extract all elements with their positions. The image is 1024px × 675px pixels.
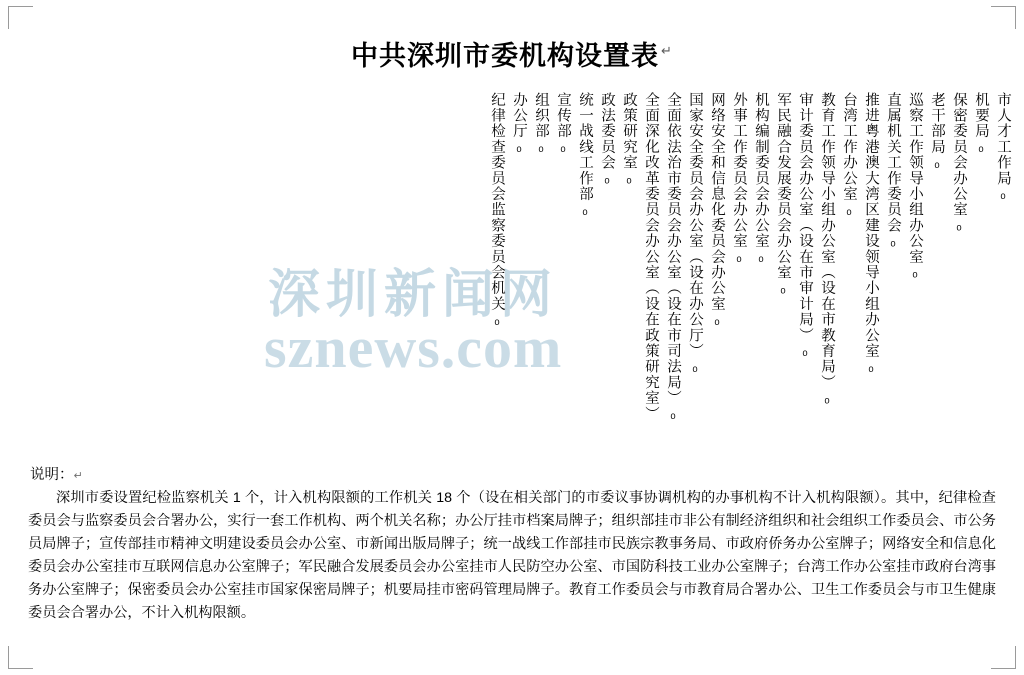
- page-title-text: 中共深圳市委机构设置表: [351, 41, 660, 71]
- watermark-english-text: sznews.com: [264, 315, 563, 380]
- org-column-item: 老干部局₀: [929, 92, 945, 172]
- crop-mark-top-left: [8, 6, 33, 29]
- org-column-item: 组织部₀: [533, 92, 549, 157]
- note-label-text: 说明：: [30, 467, 74, 483]
- org-column-item: 全面深化改革委员会办公室（设在政策研究室）: [643, 92, 659, 422]
- paragraph-mark: ↵: [73, 470, 83, 482]
- org-column-item: 台湾工作办公室₀: [841, 92, 857, 220]
- org-column-item: 政策研究室₀: [621, 92, 637, 188]
- crop-mark-top-right: [991, 6, 1016, 29]
- paragraph-mark: ↵: [661, 43, 673, 58]
- org-column-item: 市人才工作局₀: [995, 92, 1011, 204]
- org-column-item: 审计委员会办公室（设在市审计局）₀: [797, 92, 813, 361]
- org-column-item: 宣传部₀: [555, 92, 571, 157]
- note-label: [30, 463, 83, 484]
- org-column-item: 机要局₀: [973, 92, 989, 157]
- page-title: [0, 34, 1024, 73]
- crop-mark-bottom-left: [8, 646, 33, 669]
- org-column-item: 政法委员会₀: [599, 92, 615, 188]
- org-column-item: 办公厅₀: [511, 92, 527, 157]
- org-column-item: 推进粤港澳大湾区建设领导小组办公室₀: [863, 92, 879, 377]
- org-column-item: 巡察工作领导小组办公室₀: [907, 92, 923, 282]
- org-column-list: [18, 92, 1010, 452]
- org-column-item: 纪律检查委员会监察委员会机关₀: [489, 92, 505, 329]
- watermark-chinese-text: 深圳新闻网: [268, 266, 559, 324]
- org-column-item: 全面依法治市委员会办公室（设在市司法局）₀: [665, 92, 681, 424]
- org-column-item: 直属机关工作委员会₀: [885, 92, 901, 251]
- org-column-item: 机构编制委员会办公室₀: [753, 92, 769, 267]
- org-column-item: 统一战线工作部₀: [577, 92, 593, 220]
- org-column-item: 外事工作委员会办公室₀: [731, 92, 747, 267]
- org-column-item: 保密委员会办公室₀: [951, 92, 967, 235]
- org-column-item: 军民融合发展委员会办公室₀: [775, 92, 791, 298]
- org-column-item: 教育工作领导小组办公室（设在市教育局）₀: [819, 92, 835, 408]
- org-column-item: 网络安全和信息化委员会办公室₀: [709, 92, 725, 329]
- note-body: 深圳市委设置纪检监察机关 1 个，计入机构限额的工作机关 18 个（设在相关部门的市委议事协调机构的办事机构不计入机构限额）。其中，纪律检查委员会与监察委员会合署办公，实行一套工作机构、两个机关名称；办公厅挂市档案局牌子；组织部挂市非公有制经济组织和社会组织工作委员会、市公务员局牌子；宣传部挂市精神文明建设委员会办公室、市新闻出版局牌子；统一战线工作部挂市民族宗教事务局、市政府侨务办公室牌子；网络安全和信息化委员会办公室挂市互联网信息办公室牌子；军民融合发展委员会办公室挂市人民防空办公室、市国防科技工业办公室牌子；台湾工作办公室挂市政府台湾事务办公室牌子；保密委员会办公室挂市国家保密局牌子；机要局挂市密码管理局牌子。教育工作委员会与市教育局合署办公、卫生工作委员会与市卫生健康委员会合署办公，不计入机构限额。: [28, 490, 996, 621]
- crop-mark-bottom-right: [991, 646, 1016, 669]
- org-column-item: 国家安全委员会办公室（设在办公厅）₀: [687, 92, 703, 377]
